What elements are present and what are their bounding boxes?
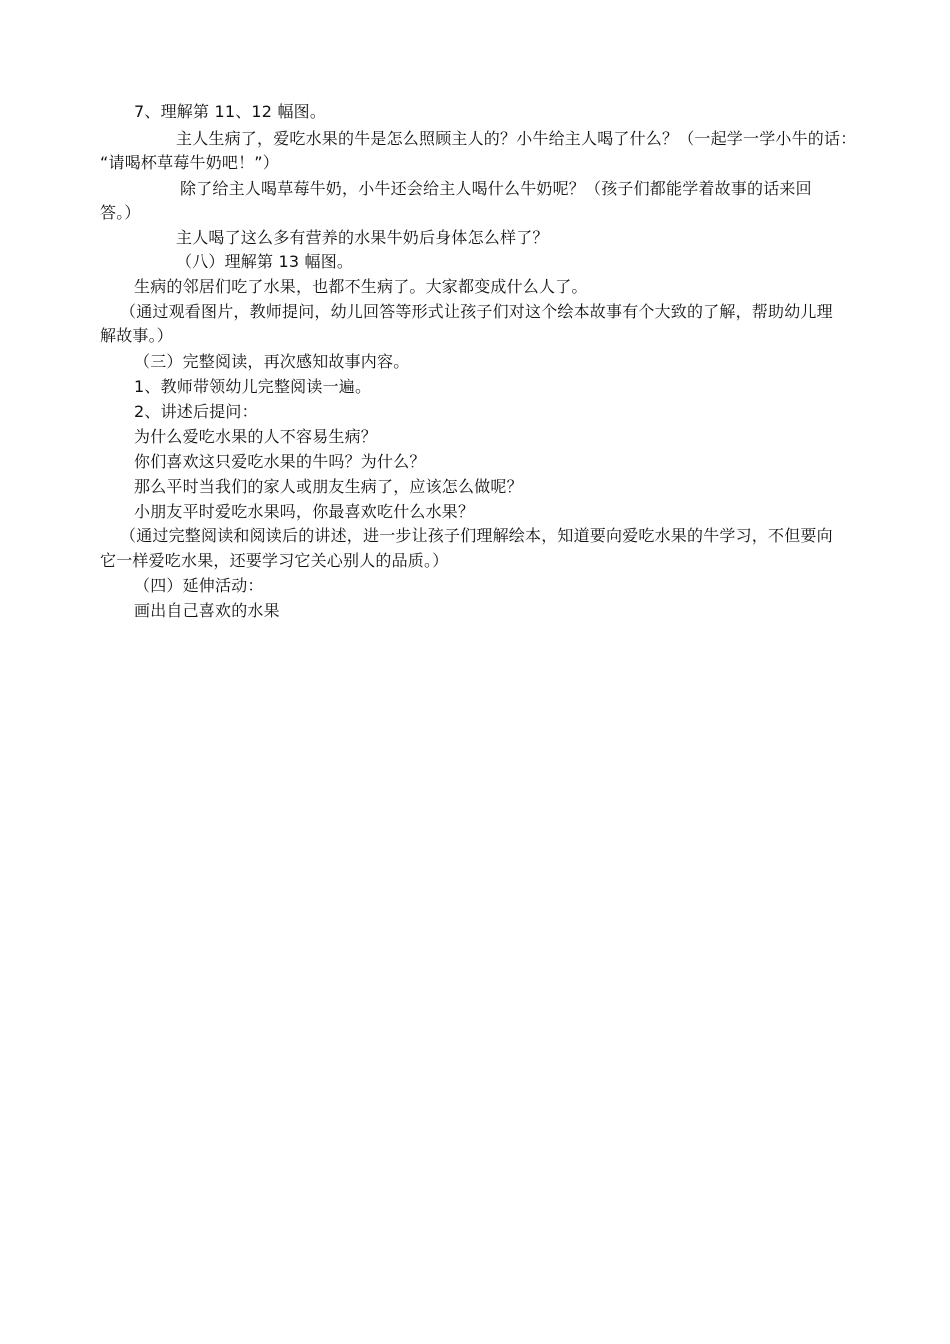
section-8-heading: （八）理解第 13 幅图。 <box>176 252 354 271</box>
extension-activity: 画出自己喜欢的水果 <box>134 601 280 620</box>
step-7-heading: 7、理解第 11、12 幅图。 <box>134 102 327 121</box>
question-owner-health: 主人喝了这么多有营养的水果牛奶后身体怎么样了？ <box>176 228 549 247</box>
question-other-milk: 除了给主人喝草莓牛奶，小牛还会给主人喝什么牛奶呢？（孩子们都能学着故事的话来回 <box>180 179 812 198</box>
question-caring-owner: 主人生病了，爱吃水果的牛是怎么照顾主人的？小牛给主人喝了什么？（一起学一学小牛的话： <box>176 129 857 148</box>
question-favorite-fruit: 小朋友平时爱吃水果吗，你最喜欢吃什么水果？ <box>134 502 475 521</box>
neighbors-recovered: 生病的邻居们吃了水果，也都不生病了。大家都变成什么人了。 <box>134 277 588 296</box>
question-family-sick: 那么平时当我们的家人或朋友生病了，应该怎么做呢？ <box>134 477 523 496</box>
question-why-not-sick: 为什么爱吃水果的人不容易生病？ <box>134 427 378 446</box>
step-1-read-through: 1、教师带领幼儿完整阅读一遍。 <box>134 377 372 396</box>
question-like-cow: 你们喜欢这只爱吃水果的牛吗？为什么？ <box>134 452 426 471</box>
quote-strawberry-milk: “请喝杯草莓牛奶吧！”） <box>100 153 279 172</box>
section-4-heading: （四）延伸活动： <box>134 576 264 595</box>
section-3-heading: （三）完整阅读，再次感知故事内容。 <box>134 352 410 371</box>
note-full-reading-cont: 它一样爱吃水果，还要学习它关心别人的品质。） <box>100 551 449 570</box>
note-full-reading: （通过完整阅读和阅读后的讲述，进一步让孩子们理解绘本，知道要向爱吃水果的牛学习，不但要向 <box>120 526 833 545</box>
note-picture-reading-cont: 解故事。） <box>100 326 174 345</box>
step-2-questions: 2、讲述后提问： <box>134 402 258 421</box>
question-other-milk-cont: 答。） <box>100 203 141 222</box>
note-picture-reading: （通过观看图片，教师提问，幼儿回答等形式让孩子们对这个绘本故事有个大致的了解，帮助幼儿理 <box>120 302 833 321</box>
